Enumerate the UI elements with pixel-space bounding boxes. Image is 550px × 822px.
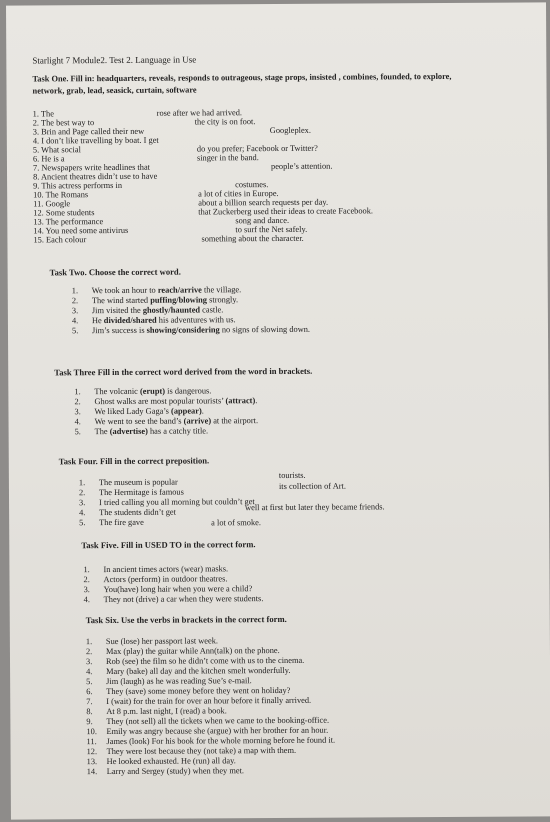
worksheet-page [6,2,550,819]
task1-item: 10. The Romans [33,190,89,200]
task6-item: 5. Jim (laugh) as he was reading Sue’s e-mail. [86,676,252,687]
task1-item: 1. The [32,109,54,119]
task1-tail: song and dance. [235,215,290,226]
page-title: Starlight 7 Module2. Test 2. Language in Use [32,54,197,66]
task1-heading [32,70,532,97]
task5-item: 2. Actors (perform) in outdoor theatres. [83,574,228,585]
task1-tail: something about the character. [201,233,304,244]
task1-item: 3. Brin and Page called their new [32,126,145,137]
task1-tail: that Zuckerberg used their ideas to create Facebook. [198,206,374,217]
task6-item: 11. James (look) For his book for the whole morning before he found it. [86,735,336,747]
task6-heading: Task Six. Use the verbs in brackets in the correct form. [85,613,287,626]
task1-item: 15. Each colour [33,235,87,245]
task4-item: 4. The students didn’t get [79,507,176,518]
task4-tail: well at first but later they became friends. [245,502,385,513]
task1-item: 14. You need some antivirus [33,225,129,236]
task1-tail: do you prefer; Facebook or Twitter? [196,143,318,154]
task6-item: 2. Max (play) the guitar while Ann(talk) on the phone. [85,645,280,657]
task1-heading-line2: network, grab, lead, seasick, curtain, software [32,85,197,96]
task2-item: 4. He divided/shared his adventures with us. [71,315,236,326]
task6-item: 12. They were lost because they (not take) a map with them. [86,745,297,757]
task1-item: 4. I don’t like travelling by boat. I get [32,135,159,146]
task1-tail: a lot of cities in Europe. [198,188,279,199]
task6-item: 4. Mary (bake) all day and the kitchen smelt wonderfully. [86,665,291,677]
task4-tail: tourists. [278,470,306,480]
task2-item: 1. We took an hour to reach/arrive the village. [71,285,242,296]
task5-list [83,564,263,605]
task1-item: 8. Ancient theatres didn’t use to have [33,171,158,182]
task5-item: 1. In ancient times actors (wear) masks. [83,564,229,575]
task2-item: 2. The wind started puffing/blowing strongly. [71,295,239,306]
task1-tail: singer in the band. [196,153,259,163]
task3-item: 5. The (advertise) has a catchy title. [74,426,209,437]
task1-item: 9. This actress performs in [33,180,123,191]
task2-heading: Task Two. Choose the correct word. [49,266,181,278]
task1-item: 2. The best way to [32,118,95,128]
task1-tail: Googleplex. [269,125,311,136]
task4-item: 5. The fire gave [79,517,144,528]
task4-item: 3. I tried calling you all morning but couldn’t get [79,497,255,508]
task6-list [86,636,335,778]
task4-item: 1. The museum is popular [78,477,178,488]
task6-item: 6. They (save) some money before they went on holiday? [86,685,291,697]
task1-tail: about a billion search requests per day. [198,197,329,208]
task1-tail: costumes. [235,180,269,190]
task5-heading: Task Five. Fill in USED TO in the correct form. [81,539,256,551]
task1-tail: to surf the Net safely. [235,224,308,235]
task5-item: 3. You(have) long hair when you were a child? [83,584,253,595]
task1-tail: rose after we had arrived. [156,108,243,118]
task1-item: 11. Google [33,199,71,209]
task1-heading-line1: Task One. Fill in: headquarters, reveals, responds to outrageous, stage props, insisted , combines, founded, to explore, [32,71,452,84]
task1-tail: the city is on foot. [194,117,256,127]
task1-left-column [33,109,160,245]
task2-item: 3. Jim visited the ghostly/haunted castle. [71,305,224,316]
task6-item: 3. Rob (see) the film so he didn’t come with us to the cinema. [85,655,305,667]
task6-item: 7. I (wait) for the train for over an hour before it finally arrived. [86,695,312,707]
task3-item: 3. We liked Lady Gaga’s (appear). [74,406,204,417]
task4-tail: its collection of Art. [278,481,346,491]
task6-item: 10. Emily was angry because she (argue) with her brother for an hour. [86,725,329,737]
task3-heading: Task Three Fill in the correct word derived from the word in brackets. [54,365,313,378]
task3-list [74,386,258,437]
task6-item: 14. Larry and Sergey (study) when they met. [86,766,245,777]
task1-item: 6. He is a [32,154,65,164]
task2-item: 5. Jim’s success is showing/considering no signs of slowing down. [71,324,311,336]
task1-item: 13. The performance [33,217,104,227]
task6-item: 1. Sue (lose) her passport last week. [85,636,219,647]
task3-item: 4. We went to see the band’s (arrive) at the airport. [74,416,259,427]
task1-item: 5. What social [32,145,81,155]
task1-item: 7. Newspapers write headlines that [32,162,151,173]
task4-heading: Task Four. Fill in the correct preposition. [58,455,210,467]
task6-item: 9. They (not sell) all the tickets when we came to the booking-office. [86,715,330,727]
task4-item: 2. The Hermitage is famous [78,487,184,498]
task1-tail: people’s attention. [270,161,333,172]
task6-item: 8. At 8 p.m. last night, I (read) a book. [86,706,227,717]
task6-item: 13. He looked exhausted. He (run) all day. [86,756,236,767]
task5-item: 4. They not (drive) a car when they were students. [83,594,264,605]
task4-tail: a lot of smoke. [211,518,261,528]
task2-list [72,285,310,336]
task3-item: 1. The volcanic (erupt) is dangerous. [74,386,212,397]
task1-item: 12. Some students [33,208,95,218]
task3-item: 2. Ghost walks are most popular tourists’ (attract). [74,396,258,407]
